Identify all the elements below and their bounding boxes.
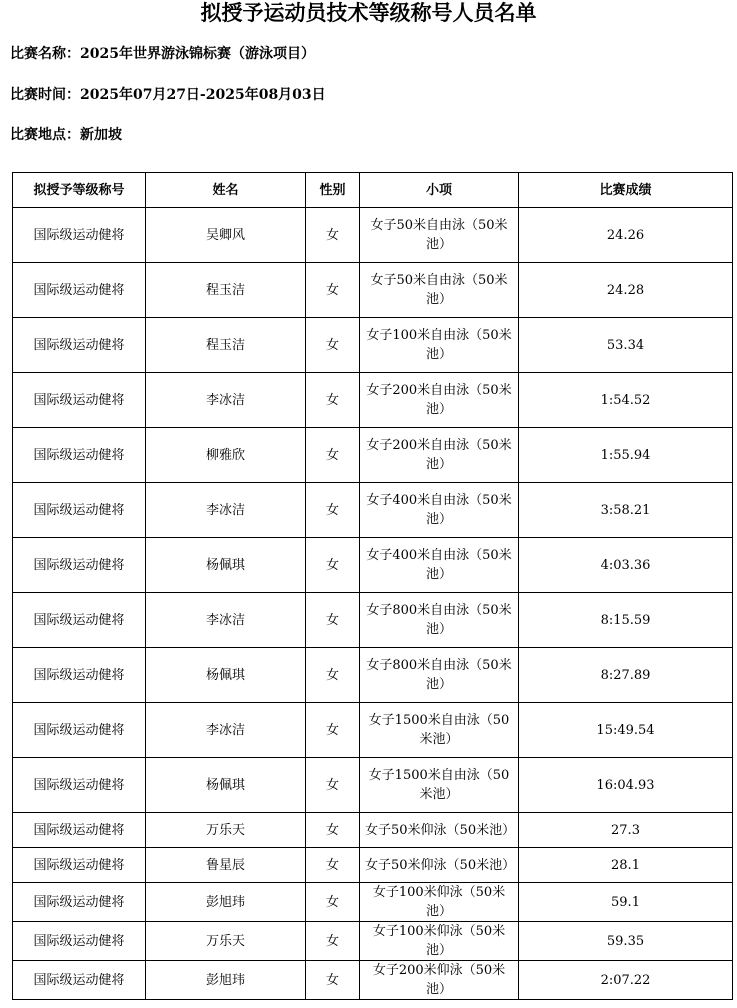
name-cell: 程玉洁: [146, 318, 306, 373]
table-row: [13, 922, 733, 961]
table-row: [13, 813, 733, 848]
gender-cell: 女: [306, 961, 360, 1000]
gender-cell: 女: [306, 922, 360, 961]
table-row: [13, 593, 733, 648]
gender-cell: 女: [306, 538, 360, 593]
name-cell: 杨佩琪: [146, 538, 306, 593]
name-cell: 杨佩琪: [146, 648, 306, 703]
page-title: 拟授予运动员技术等级称号人员名单: [200, 0, 537, 25]
table-row: [13, 648, 733, 703]
table-row: [13, 848, 733, 883]
grade-cell: 国际级运动健将: [13, 703, 146, 758]
name-cell: 程玉洁: [146, 263, 306, 318]
competition-place-value: 新加坡: [80, 127, 122, 143]
result-cell: 8:15.59: [519, 593, 733, 648]
name-cell: 李冰洁: [146, 483, 306, 538]
grade-cell: 国际级运动健将: [13, 373, 146, 428]
grade-cell: 国际级运动健将: [13, 208, 146, 263]
result-cell: 4:03.36: [519, 538, 733, 593]
grade-cell: 国际级运动健将: [13, 848, 146, 883]
competition-place-line: [10, 126, 122, 144]
event-cell: 女子100米自由泳（50米池）: [360, 318, 519, 373]
gender-cell: 女: [306, 648, 360, 703]
table-row: [13, 758, 733, 813]
grade-cell: 国际级运动健将: [13, 538, 146, 593]
header-grade: 拟授予等级称号: [13, 173, 146, 208]
table-row: [13, 428, 733, 483]
gender-cell: 女: [306, 263, 360, 318]
gender-cell: 女: [306, 208, 360, 263]
competition-time-value: 2025年07月27日-2025年08月03日: [80, 87, 326, 103]
event-cell: 女子800米自由泳（50米池）: [360, 648, 519, 703]
event-cell: 女子200米自由泳（50米池）: [360, 428, 519, 483]
gender-cell: 女: [306, 483, 360, 538]
table-row: [13, 961, 733, 1000]
event-cell: 女子100米仰泳（50米池）: [360, 922, 519, 961]
result-cell: 8:27.89: [519, 648, 733, 703]
table-row: [13, 373, 733, 428]
grade-cell: 国际级运动健将: [13, 758, 146, 813]
event-cell: 女子400米自由泳（50米池）: [360, 483, 519, 538]
gender-cell: 女: [306, 848, 360, 883]
result-cell: 2:07.22: [519, 961, 733, 1000]
result-cell: 3:58.21: [519, 483, 733, 538]
table-row: [13, 703, 733, 758]
grade-cell: 国际级运动健将: [13, 961, 146, 1000]
grade-cell: 国际级运动健将: [13, 483, 146, 538]
gender-cell: 女: [306, 318, 360, 373]
name-cell: 杨佩琪: [146, 758, 306, 813]
result-cell: 16:04.93: [519, 758, 733, 813]
result-cell: 1:54.52: [519, 373, 733, 428]
grade-cell: 国际级运动健将: [13, 263, 146, 318]
name-cell: 李冰洁: [146, 373, 306, 428]
header-name: 姓名: [146, 173, 306, 208]
event-cell: 女子400米自由泳（50米池）: [360, 538, 519, 593]
grade-cell: 国际级运动健将: [13, 593, 146, 648]
table-row: [13, 318, 733, 373]
event-cell: 女子50米仰泳（50米池）: [360, 848, 519, 883]
name-cell: 李冰洁: [146, 593, 306, 648]
competition-time-label: 比赛时间：: [10, 87, 80, 103]
name-cell: 吴卿风: [146, 208, 306, 263]
competition-time-line: [10, 86, 326, 104]
grade-cell: 国际级运动健将: [13, 648, 146, 703]
result-cell: 53.34: [519, 318, 733, 373]
name-cell: 柳雅欣: [146, 428, 306, 483]
gender-cell: 女: [306, 883, 360, 922]
header-result: 比赛成绩: [519, 173, 733, 208]
header-event: 小项: [360, 173, 519, 208]
grade-cell: 国际级运动健将: [13, 922, 146, 961]
event-cell: 女子1500米自由泳（50米池）: [360, 758, 519, 813]
result-cell: 24.26: [519, 208, 733, 263]
result-cell: 59.1: [519, 883, 733, 922]
event-cell: 女子50米仰泳（50米池）: [360, 813, 519, 848]
event-cell: 女子800米自由泳（50米池）: [360, 593, 519, 648]
table-row: [13, 883, 733, 922]
event-cell: 女子100米仰泳（50米池）: [360, 883, 519, 922]
result-cell: 1:55.94: [519, 428, 733, 483]
table-row: [13, 263, 733, 318]
event-cell: 女子200米仰泳（50米池）: [360, 961, 519, 1000]
name-cell: 彭旭玮: [146, 883, 306, 922]
competition-name-value: 2025年世界游泳锦标赛（游泳项目）: [80, 46, 315, 62]
table-row: [13, 483, 733, 538]
event-cell: 女子1500米自由泳（50米池）: [360, 703, 519, 758]
grade-cell: 国际级运动健将: [13, 428, 146, 483]
event-cell: 女子50米自由泳（50米池）: [360, 208, 519, 263]
competition-name-line: [10, 45, 315, 63]
gender-cell: 女: [306, 758, 360, 813]
competition-name-label: 比赛名称：: [10, 46, 80, 62]
event-cell: 女子50米自由泳（50米池）: [360, 263, 519, 318]
competition-place-label: 比赛地点：: [10, 127, 80, 143]
result-cell: 15:49.54: [519, 703, 733, 758]
table-header-row: [13, 173, 733, 208]
name-cell: 万乐天: [146, 922, 306, 961]
gender-cell: 女: [306, 373, 360, 428]
grade-cell: 国际级运动健将: [13, 318, 146, 373]
result-cell: 24.28: [519, 263, 733, 318]
table-row: [13, 208, 733, 263]
name-cell: 彭旭玮: [146, 961, 306, 1000]
name-cell: 万乐天: [146, 813, 306, 848]
gender-cell: 女: [306, 813, 360, 848]
name-cell: 李冰洁: [146, 703, 306, 758]
name-cell: 鲁星辰: [146, 848, 306, 883]
table-body: [13, 208, 733, 1000]
table-row: [13, 538, 733, 593]
header-gender: 性别: [306, 173, 360, 208]
event-cell: 女子200米自由泳（50米池）: [360, 373, 519, 428]
gender-cell: 女: [306, 703, 360, 758]
result-cell: 59.35: [519, 922, 733, 961]
gender-cell: 女: [306, 428, 360, 483]
grade-cell: 国际级运动健将: [13, 813, 146, 848]
grade-cell: 国际级运动健将: [13, 883, 146, 922]
result-cell: 28.1: [519, 848, 733, 883]
gender-cell: 女: [306, 593, 360, 648]
result-cell: 27.3: [519, 813, 733, 848]
athlete-roster-table: [12, 172, 733, 1000]
